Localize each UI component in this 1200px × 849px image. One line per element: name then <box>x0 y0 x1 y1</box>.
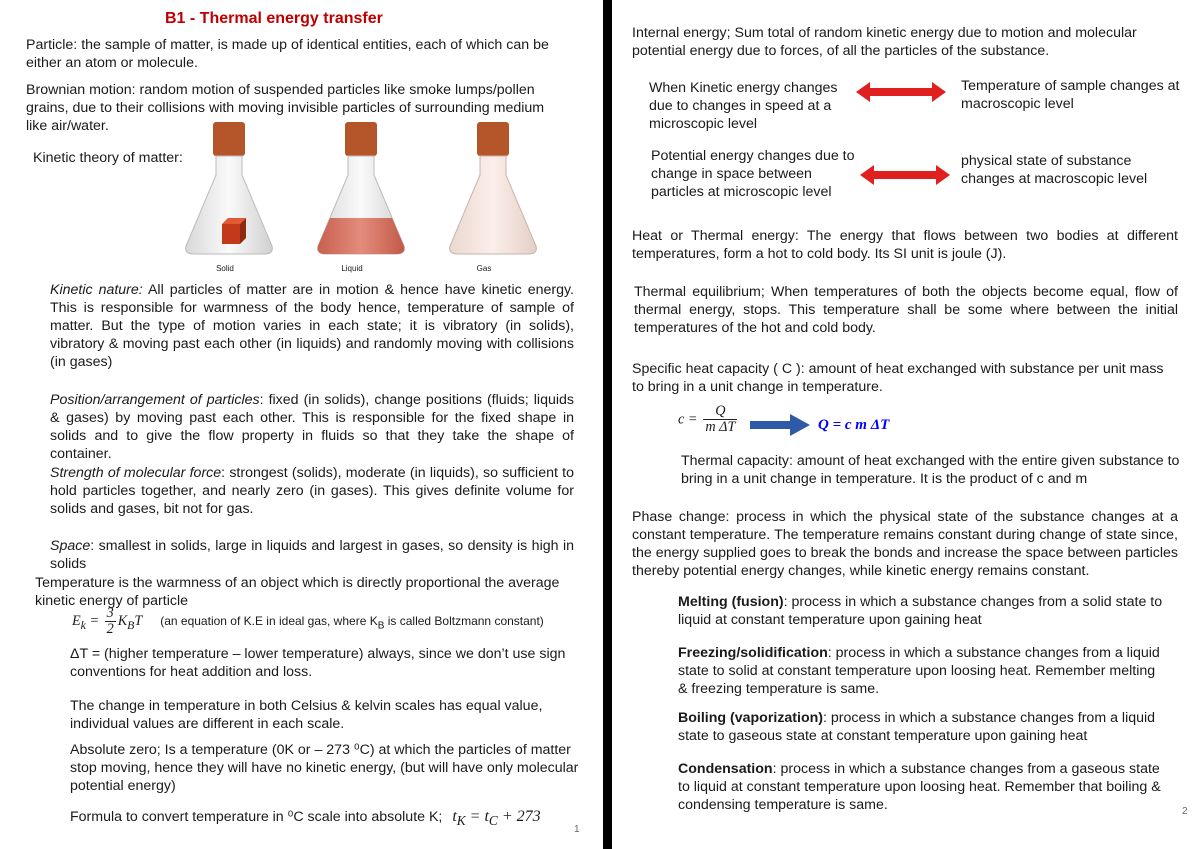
flask-label-solid: Solid <box>216 264 234 273</box>
melting-definition: Melting (fusion): process in which a substance changes from a solid state to liquid at constant temperature upon gaining heat <box>678 594 1163 628</box>
heat-quantity-formula: Q = c m ΔT <box>818 417 890 433</box>
thermal-equilibrium-definition: Thermal equilibrium; When temperatures of both the objects become equal, flow of thermal energy, stops. This temperature shall be some where between the initial temperatures of the hot and cold body. <box>634 284 1178 336</box>
condensation-definition: Condensation: process in which a substance changes from a gaseous state to liquid at constant temperature upon loosing heat. Remember that boiling & condensing temperature is same. <box>678 761 1161 813</box>
potential-energy-change-text: Potential energy changes due to change in space between particles at microscopic level <box>651 148 855 200</box>
particle-definition: Particle: the sample of matter, is made up of identical entities, each of which can be either an atom or molecule. <box>26 37 549 71</box>
position-text: : fixed (in solids), change positions (fluids; liquids & gases) by moving past each other. This is responsible for the fixed shape in solids and to give the flow property in fluids so that they take the shape of container. <box>50 392 574 462</box>
page-divider <box>603 0 612 849</box>
space-label: Space <box>50 538 91 554</box>
position-label: Position/arrangement of particles <box>50 392 260 408</box>
strength-paragraph <box>50 464 574 518</box>
kinetic-energy-change-text: When Kinetic energy changes due to changes in speed at a microscopic level <box>649 80 838 132</box>
freezing-definition: Freezing/solidification: process in which a substance changes from a liquid state to solid at constant temperature upon loosing heat. Remember melting & freezing temperature is same. <box>678 645 1160 697</box>
gas-flask-icon <box>444 120 542 260</box>
solid-flask-icon <box>180 120 278 260</box>
page-number: 1 <box>574 824 580 835</box>
position-paragraph <box>50 391 574 463</box>
kinetic-energy-equation: $E_k$ = $\frac{3}{2}$ $K_BT$ (an equation of K.E in ideal gas, where $K_B$ is called Boltzmann constant) <box>72 605 544 637</box>
right-arrow-icon <box>750 414 810 436</box>
strength-label: Strength of molecular force <box>50 465 222 481</box>
brownian-motion-definition: Brownian motion: random motion of suspended particles like smoke lumps/pollen grains, due to their collisions with moving invisible particles of surrounding medium like air/water. <box>26 82 545 134</box>
phase-change-definition: Phase change: process in which the physical state of the substance changes at a constant temperature. The temperature remains constant during change of state since, the energy supplied goes to break the bonds and increase the space between particles thereby potential energy changes, while kinetic energy remains constant. <box>632 509 1178 579</box>
kinetic-nature-paragraph <box>50 281 574 371</box>
absolute-zero-definition: Absolute zero; Is a temperature (0K or – 273 ⁰C) at which the particles of matter stop moving, hence they will have no kinetic energy, (but will have only molecular potential energy) <box>70 742 579 794</box>
right-page <box>612 0 1200 849</box>
kinetic-theory-heading: Kinetic theory of matter: <box>33 150 183 166</box>
flask-label-liquid: Liquid <box>341 264 363 273</box>
celsius-kelvin-note: The change in temperature in both Celsius & kelvin scales has equal value, individual values are different in each scale. <box>70 698 543 732</box>
liquid-flask-icon <box>312 120 410 260</box>
kinetic-nature-label: Kinetic nature: <box>50 282 143 298</box>
double-arrow-icon <box>860 163 950 187</box>
page-title: B1 - Thermal energy transfer <box>165 10 383 27</box>
kinetic-nature-text: All particles of matter are in motion & hence have kinetic energy. This is responsible for warmness of the body hence, temperature of sample of matter. But the type of motion varies in each state; it is vibratory (in solids), vibratory & moving past each other (in liquids) and randomly moving with collisions (in gases) <box>50 282 574 370</box>
state-change-text: physical state of substance changes at macroscopic level <box>961 153 1148 187</box>
space-paragraph <box>50 537 574 573</box>
space-text: : smallest in solids, large in liquids and largest in gases, so density is high in solids <box>50 538 574 572</box>
specific-heat-definition: Specific heat capacity ( C ): amount of heat exchanged with substance per unit mass to bring in a unit change in temperature. <box>632 361 1164 395</box>
heat-definition: Heat or Thermal energy: The energy that flows between two bodies at different temperatures, form a hot to cold body. Its SI unit is joule (J). <box>632 228 1178 262</box>
internal-energy-definition: Internal energy; Sum total of random kinetic energy due to motion and molecular potential energy due to forces, of all the particles of the substance. <box>632 25 1137 59</box>
strength-text: : strongest (solids), moderate (in liquids), so sufficient to hold particles together, and nearly zero (in gases). This gives definite volume for solids and gases, bit not for gas. <box>50 465 574 517</box>
celsius-to-kelvin-formula: Formula to convert temperature in ⁰C scale into absolute K; $t_K = t_C + 273$ <box>70 808 541 829</box>
specific-heat-formula: c = $\frac{Q}{\text{m ΔT}}$ <box>678 403 736 435</box>
page-number: 2 <box>1182 806 1188 817</box>
flask-label-gas: Gas <box>476 264 492 273</box>
temperature-change-text: Temperature of sample changes at macroscopic level <box>961 78 1180 112</box>
delta-t-note: ΔT = (higher temperature – lower temperature) always, since we don’t use sign conventions for heat addition and loss. <box>70 646 566 680</box>
double-arrow-icon <box>856 80 946 104</box>
boiling-definition: Boiling (vaporization): process in which a substance changes from a liquid state to gaseous state at constant temperature upon gaining heat <box>678 710 1156 744</box>
thermal-capacity-definition: Thermal capacity: amount of heat exchanged with the entire given substance to bring in a unit change in temperature. It is the product of c and m <box>681 453 1180 487</box>
temperature-definition: Temperature is the warmness of an object which is directly proportional the average kinetic energy of particle <box>35 575 560 609</box>
